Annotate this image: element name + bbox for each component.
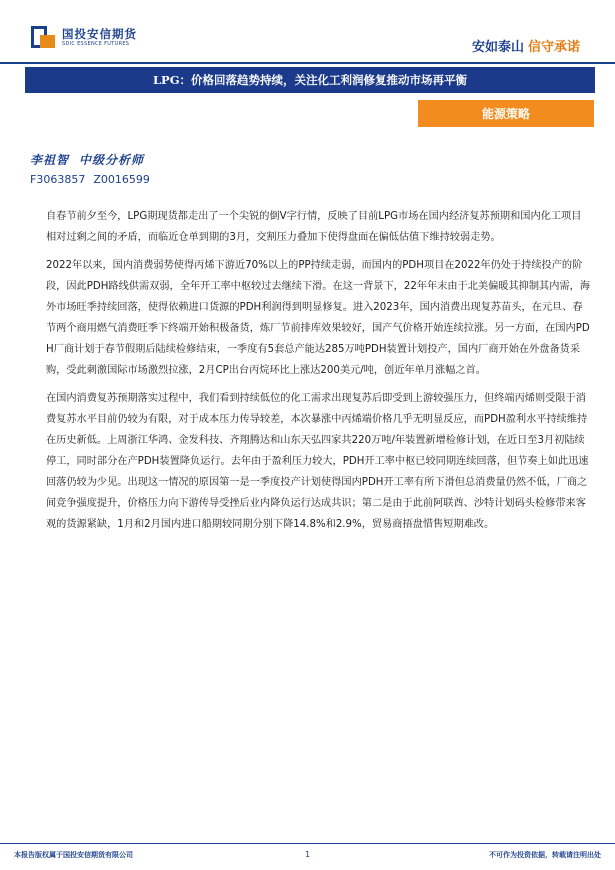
paragraph-1: 自春节前夕至今，LPG期现货都走出了一个尖锐的倒V字行情，反映了目前LPG市场在国内经济复苏预期和国内化工项目相对过剩之间的矛盾，而临近仓单到期的3月，交割压力叠加下使得盘面在偏低估值下维持较弱走势。	[46, 211, 582, 243]
logo-cn-text: 国投安信期货	[62, 27, 137, 41]
analyst-ids	[30, 173, 150, 186]
footer-disclaimer: 不可作为投资依据，转载请注明出处	[489, 851, 601, 859]
analyst-name: 李祖智	[30, 153, 70, 167]
category-badge: 能源策略	[418, 100, 594, 127]
paragraph-3: 在国内消费复苏预期落实过程中，我们看到持续低位的化工需求出现复苏后即受到上游较强压力，但终端丙烯则受限于消费复苏水平目前仍较为有限，对于成本压力传导较差，本次暴涨中丙烯端价格几乎无明显反应，而PDH盈利水平持续维持在历史新低。上周浙江华鸿、金发科技、齐翔腾达和山东天弘四家共220万吨/年装置新增检修计划，在近日至3月初陆续停工，同时部分在产PDH装置降负运行。去年由于盈利压力较大，PDH开工率中枢已较同期连续回落，但节奏上如此迅速回落仍较为少见。出现这一情况的原因第一是一季度投产计划使得国内PDH开工率有所下滑但总消费量仍然不低，厂商之间竞争强度提升，价格压力向下游传导受挫后业内降负运行达成共识；第二是由于此前阿联酋、沙特计划码头检修带来客观的货源紧缺，1月和2月国内进口船期较同期分别下降14.8%和2.9%，贸易商捂盘惜售短期难改。	[46, 393, 589, 530]
analyst-id-1: F3063857	[30, 173, 86, 186]
company-logo	[31, 26, 137, 50]
report-title: LPG：价格回落趋势持续，关注化工利润修复推动市场再平衡	[25, 67, 595, 93]
report-body	[46, 206, 591, 542]
analyst-info	[30, 151, 144, 168]
logo-mark-icon	[31, 26, 57, 50]
page-number: 1	[305, 850, 311, 859]
footer-copyright: 本报告版权属于国投安信期货有限公司	[14, 851, 133, 859]
paragraph-2: 2022年以来，国内消费弱势使得丙烯下游近70%以上的PP持续走弱，而国内的PDH项目在2022年仍处于持续投产的阶段，因此PDH路线供需双弱，全年开工率中枢较过去继续下滑。在这一背景下，22年年末由于北美偏暖其抑制其内需，海外市场旺季持续回落，使得依赖进口货源的PDH利润得到明显修复。进入2023年，国内消费出现复苏苗头，在元旦、春节两个商用燃气消费旺季下终端开始积极备货，炼厂节前排库效果较好，国产气价格开始连续拉涨。另一方面，在国内PDH厂商计划于春节假期后陆续检修结束，一季度有5套总产能达285万吨PDH装置计划投产，国内厂商开始在外盘备货采购，受此刺激国际市场激烈拉涨，2月CP出台丙烷环比上涨达200美元/吨，创近年单月涨幅之首。	[46, 260, 590, 376]
logo-en-text: SDIC ESSENCE FUTURES	[62, 41, 130, 47]
slogan-part2: 信守承诺	[527, 40, 580, 55]
analyst-position: 中级分析师	[79, 153, 145, 167]
header-divider	[0, 62, 615, 64]
slogan-part1: 安如泰山	[471, 40, 524, 55]
slogan	[472, 36, 580, 55]
footer-divider	[0, 843, 615, 844]
analyst-id-2: Z0016599	[93, 173, 150, 186]
